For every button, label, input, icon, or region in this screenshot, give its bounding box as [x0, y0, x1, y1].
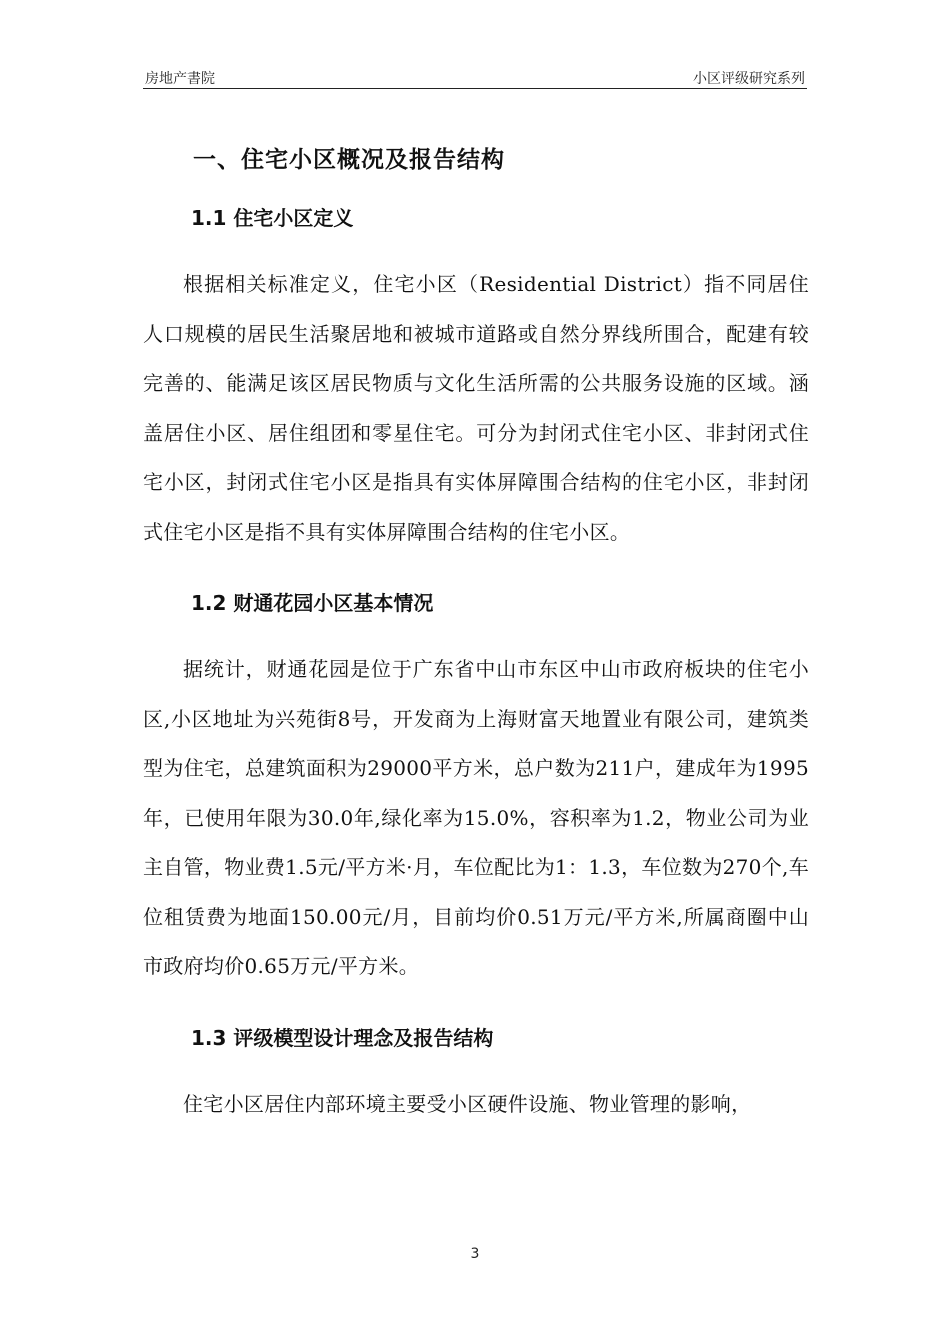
section-title-1-1: 1.1 住宅小区定义: [191, 206, 354, 230]
section-paragraph-1-1: 根据相关标准定义，住宅小区（Residential District）指不同居住人口规模的居民生活聚居地和被城市道路或自然分界线所围合，配建有较完善的、能满足该区居民物质与文化生活所需的公共服务设施的区域。涵盖居住小区、居住组团和零星住宅。可分为封闭式住宅小区、非封闭式住宅小区，封闭式住宅小区是指具有实体屏障围合结构的住宅小区，非封闭式住宅小区是指不具有实体屏障围合结构的住宅小区。: [143, 272, 809, 544]
page-number: 3: [470, 1246, 480, 1262]
section-title-1-3: 1.3 评级模型设计理念及报告结构: [191, 1025, 494, 1050]
header-publisher: 房地产書院: [145, 71, 215, 87]
document-body: [143, 130, 809, 1129]
section-paragraph-1-2: 据统计，财通花园是位于广东省中山市东区中山市政府板块的住宅小区,小区地址为兴苑街8号，开发商为上海财富天地置业有限公司，建筑类型为住宅，总建筑面积为29000平方米，总户数为211户，建成年为1995年，已使用年限为30.0年,绿化率为15.0%，容积率为1.2，物业公司为业主自管，物业费1.5元/平方米·月，车位配比为1：1.3，车位数为270个,车位租赁费为地面150.00元/月，目前均价0.51万元/平方米,所属商圈中山市政府均价0.65万元/平方米。: [143, 657, 809, 978]
header-series-title: 小区评级研究系列: [693, 71, 805, 87]
section-title-1-2: 1.2 财通花园小区基本情况: [191, 591, 434, 615]
chapter-title: 一、住宅小区概况及报告结构: [193, 147, 505, 173]
section-paragraph-1-3: 住宅小区居住内部环境主要受小区硬件设施、物业管理的影响，: [183, 1091, 752, 1116]
page-header: [143, 62, 807, 89]
